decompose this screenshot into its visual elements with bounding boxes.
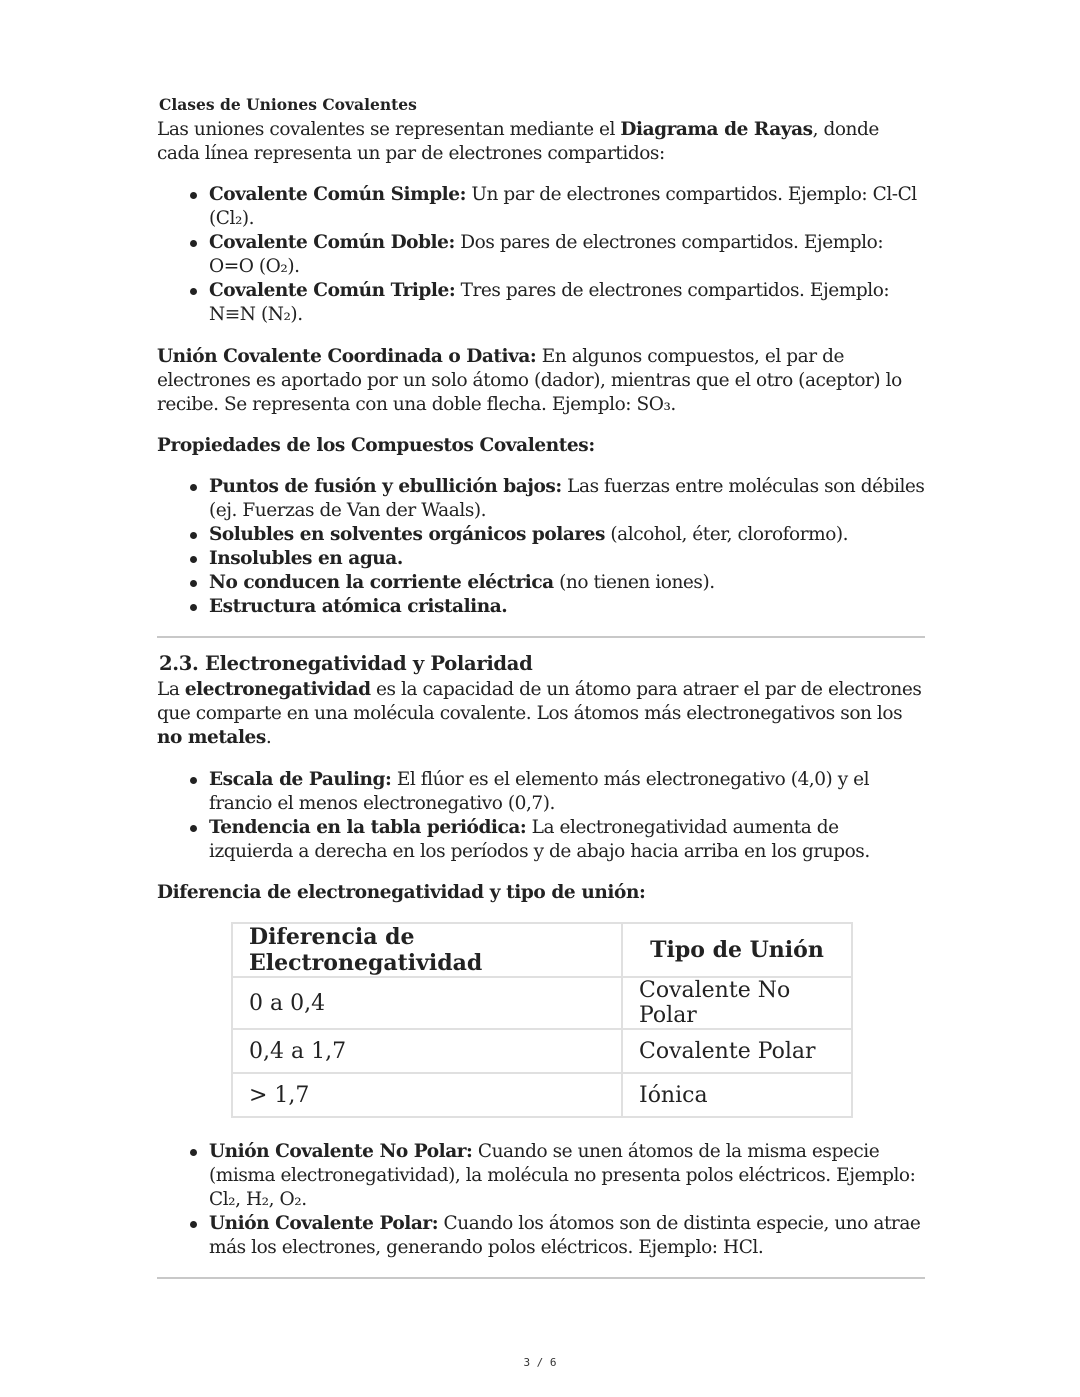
table-row — [232, 1029, 852, 1073]
dativa-paragraph: Unión Covalente Coordinada o Dativa: En algunos compuestos, el par de electrones es aportado por un solo átomo (dador), mientras que el otro (aceptor) lo recibe. Se representa con una doble flecha. Ejemplo: SO₃. — [157, 346, 902, 415]
page-number: 3 / 6 — [523, 1356, 557, 1369]
list-item: Puntos de fusión y ebullición bajos: Las fuerzas entre moléculas son débiles (ej. Fuerzas de Van der Waals). — [209, 476, 925, 521]
list-item: Covalente Común Simple: Un par de electrones compartidos. Ejemplo: Cl-Cl (Cl₂). — [209, 183, 925, 231]
electroneg-paragraph: La electronegatividad es la capacidad de un átomo para atraer el par de electrones que comparte en una molécula covalente. Los átomos más electronegativos son los no metales. — [157, 679, 922, 748]
table-row — [232, 1073, 852, 1117]
list-item: No conducen la corriente eléctrica (no tienen iones). — [209, 571, 925, 595]
divider — [157, 636, 925, 638]
section-title-clases: Clases de Uniones Covalentes — [159, 95, 417, 114]
list-item: Solubles en solventes orgánicos polares (alcohol, éter, cloroformo). — [209, 523, 925, 547]
list-item: Unión Covalente Polar: Cuando los átomos son de distinta especie, uno atrae más los electrones, generando polos eléctricos. Ejemplo: HCl. — [209, 1212, 925, 1260]
table-header: Diferencia de Electronegatividad — [232, 923, 622, 977]
list-item: Tendencia en la tabla periódica: La electronegatividad aumenta de izquierda a derecha en los períodos y de abajo hacia arriba en los grupos. — [209, 816, 925, 864]
clases-list — [157, 183, 925, 327]
propiedades-title: Propiedades de los Compuestos Covalentes: — [157, 435, 595, 456]
propiedades-list — [157, 475, 925, 619]
electroneg-list — [157, 768, 925, 864]
table-cell: 0,4 a 1,7 — [232, 1029, 622, 1073]
section-title-electronegatividad: 2.3. Electronegatividad y Polaridad — [159, 652, 533, 675]
list-item: Unión Covalente No Polar: Cuando se unen átomos de la misma especie (misma electronegatividad), la molécula no presenta polos eléctricos. Ejemplo: Cl₂, H₂, O₂. — [209, 1140, 925, 1212]
list-item: Covalente Común Doble: Dos pares de electrones compartidos. Ejemplo: O=O (O₂). — [209, 231, 925, 279]
table-header: Tipo de Unión — [622, 923, 852, 977]
table-row — [232, 977, 852, 1029]
table-header-row — [232, 923, 852, 977]
divider — [157, 1277, 925, 1279]
table-cell: > 1,7 — [232, 1073, 622, 1117]
list-item: Insolubles en agua. — [209, 547, 925, 571]
clases-intro: Las uniones covalentes se representan mediante el Diagrama de Rayas, donde cada línea representa un par de electrones compartidos: — [157, 119, 879, 164]
table-cell: Covalente Polar — [622, 1029, 852, 1073]
list-item: Estructura atómica cristalina. — [209, 595, 925, 619]
diferencia-title: Diferencia de electronegatividad y tipo de unión: — [157, 882, 646, 903]
polaridad-list — [157, 1140, 925, 1260]
document-page — [157, 94, 925, 1279]
table-cell: Iónica — [622, 1073, 852, 1117]
list-item: Covalente Común Triple: Tres pares de electrones compartidos. Ejemplo: N≡N (N₂). — [209, 279, 925, 327]
table-cell: Covalente No Polar — [622, 977, 852, 1029]
list-item: Escala de Pauling: El flúor es el elemento más electronegativo (4,0) y el francio el menos electronegativo (0,7). — [209, 768, 925, 816]
electronegativity-table — [231, 922, 853, 1118]
table-cell: 0 a 0,4 — [232, 977, 622, 1029]
